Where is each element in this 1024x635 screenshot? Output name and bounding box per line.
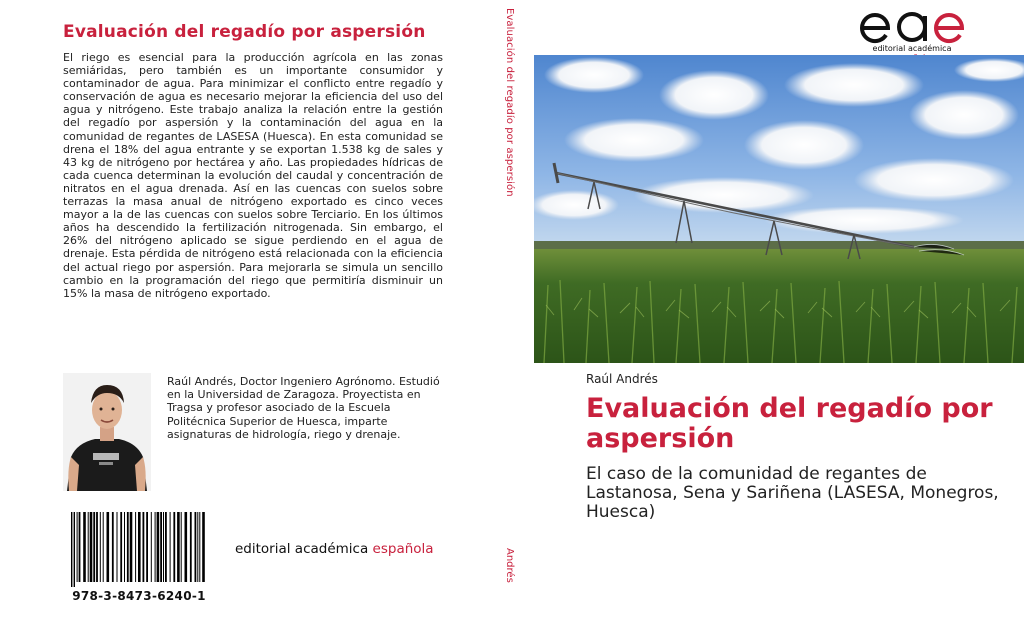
barcode-bar [117, 512, 118, 582]
barcode-bar [170, 512, 171, 582]
barcode-bar [138, 512, 141, 582]
barcode-bar [160, 512, 162, 582]
barcode-bar [103, 512, 104, 582]
barcode-bar [124, 512, 125, 582]
barcode-bar [135, 512, 136, 582]
barcode-bar [83, 512, 86, 582]
barcode-bar [90, 512, 93, 582]
front-cover-title: Evaluación del regadío por aspersión [586, 393, 993, 454]
cover-photo-irrigated-field [534, 55, 1024, 363]
book-abstract: El riego es esencial para la producción agrícola en las zonas semiáridas, pero también es un importante consumidor y contaminador de agua. Para minimizar el conflicto entre regadío y conservación de agua es necesario mejorar la eficiencia del uso del agua y nitrógeno. Este trabajo analiza la relación entre la gestión del regadío por aspersión y la contaminación del agua en la comunidad de regantes de LASESA (Huesca). En esta comunidad se drena el 18% del agua entrante y se exportan 1.538 kg de sales y 43 kg de nitrógeno por hectárea y año. Las propiedades hídricas de cada cuenca determinan la evolución del caudal y concentración de nitratos en el agua drenada. Así en las cuencas con suelos sobre terrazas la masa anual de nitrógeno exportado es cinco veces mayor a la de las cuencas con suelos sobre Terciario. En los últimos años ha descendido la fertilización nitrogenada. Sin embargo, el 26% del nitrógeno aplicado se sigue perdiendo en el agua de drenaje. Esta pérdida de nitrógeno está relacionada con la eficiencia del actual riego por aspersión. Para mejorarla se simula un sencillo cambio en la programación del riego que permitiría disminuir un 15% la masa de nitrógeno exportado. [63, 51, 443, 300]
publisher-main-text: editorial académica [235, 541, 373, 557]
isbn-barcode [69, 512, 209, 587]
barcode-bar [100, 512, 101, 582]
publisher-accent-text: española [372, 541, 434, 557]
barcode-bar [88, 512, 89, 582]
barcode-bar [120, 512, 122, 582]
author-bio: Raúl Andrés, Doctor Ingeniero Agrónomo. Estudió en la Universidad de Zaragoza. Proyectista en Tragsa y profesor asociado de la Escuela Politécnica Superior de Huesca, imparte asignaturas de hidrología, riego y drenaje. [167, 375, 440, 441]
spine-author: Andrés [504, 548, 515, 583]
barcode-bar [127, 512, 129, 582]
front-cover [532, 0, 1024, 635]
barcode-bar [195, 512, 197, 582]
barcode-bar [107, 512, 110, 582]
back-publisher-name [235, 541, 434, 557]
barcode-bar [155, 512, 156, 582]
barcode-bar [165, 512, 167, 582]
eae-logo-icon [856, 8, 968, 56]
barcode-bar [112, 512, 114, 582]
barcode-bar [146, 512, 148, 582]
front-cover-subtitle: El caso de la comunidad de regantes de Lastanosa, Sena y Sariñena (LASESA, Monegros, Huesca) [586, 464, 999, 522]
barcode-bar [151, 512, 152, 582]
barcode-bar [77, 512, 78, 582]
barcode-bar [181, 512, 182, 582]
author-photo [63, 373, 151, 491]
barcode-bar [71, 512, 72, 587]
barcode-bar [93, 512, 95, 582]
back-cover-title: Evaluación del regadío por aspersión [63, 22, 426, 42]
barcode-bar [157, 512, 160, 582]
barcode-bar [130, 512, 133, 582]
barcode-bar [197, 512, 198, 582]
barcode-bar [74, 512, 75, 587]
front-author-name: Raúl Andrés [586, 372, 658, 386]
barcode-bar [199, 512, 200, 582]
barcode-bar [202, 512, 205, 582]
barcode-bar [177, 512, 180, 582]
logo-publisher-main: editorial académica [872, 44, 952, 53]
isbn-number: 978-3-8473-6240-1 [72, 589, 206, 603]
barcode-bar [143, 512, 145, 582]
barcode-bar [190, 512, 192, 582]
barcode-bar [185, 512, 188, 582]
back-cover [0, 0, 490, 635]
barcode-bar [96, 512, 98, 582]
barcode-bar [163, 512, 164, 582]
barcode-bar [173, 512, 175, 582]
barcode-bar [79, 512, 81, 582]
book-spine [492, 0, 532, 635]
spine-title: Evaluación del regadío por aspersión [504, 8, 515, 197]
